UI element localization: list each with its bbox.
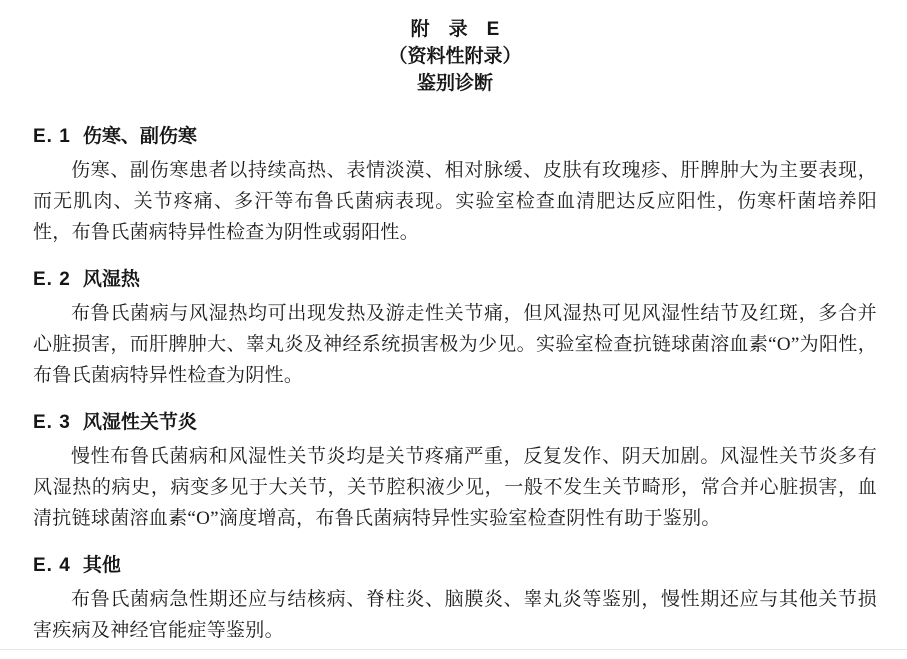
section-e1-paragraph: 伤寒、副伤寒患者以持续高热、表情淡漠、相对脉缓、皮肤有玫瑰疹、肝脾肿大为主要表现，而无肌肉、关节疼痛、多汗等布鲁氏菌病表现。实验室检查血清肥达反应阳性，伤寒杆菌培养阳性，布鲁氏菌病特异性检查为阴性或弱阳性。	[33, 160, 877, 243]
section-e1-title: 伤寒、副伤寒	[82, 126, 197, 147]
section-e3-title: 风湿性关节炎	[82, 412, 197, 433]
section-e3-paragraph: 慢性布鲁氏菌病和风湿性关节炎均是关节疼痛严重，反复发作、阴天加剧。风湿性关节炎多有风湿热的病史，病变多见于大关节，关节腔积液少见，一般不发生关节畸形，常合并心脏损害，血清抗链球菌溶血素“O”滴度增高，布鲁氏菌病特异性实验室检查阴性有助于鉴别。	[33, 446, 877, 529]
section-e2-heading	[33, 266, 877, 294]
section-e1-number: E. 1	[33, 126, 71, 147]
section-e4-heading	[33, 552, 877, 580]
section-e2-title: 风湿热	[82, 269, 140, 290]
section-e4-number: E. 4	[33, 555, 71, 576]
section-e1	[33, 123, 877, 248]
section-e2-paragraph: 布鲁氏菌病与风湿热均可出现发热及游走性关节痛，但风湿热可见风湿性结节及红斑，多合并心脏损害，而肝脾肿大、睾丸炎及神经系统损害极为少见。实验室检查抗链球菌溶血素“O”为阳性，布鲁氏菌病特异性检查为阴性。	[33, 303, 877, 386]
section-e3-heading	[33, 409, 877, 437]
section-e2-number: E. 2	[33, 269, 71, 290]
appendix-heading: 鉴别诊断	[416, 73, 493, 94]
appendix-title-block	[33, 16, 877, 97]
appendix-title: 附 录 E	[410, 19, 500, 40]
appendix-subtitle: （资料性附录）	[388, 46, 522, 67]
section-e4-paragraph: 布鲁氏菌病急性期还应与结核病、脊柱炎、脑膜炎、睾丸炎等鉴别，慢性期还应与其他关节损害疾病及神经官能症等鉴别。	[33, 589, 877, 641]
section-e3	[33, 409, 877, 534]
bottom-divider	[0, 649, 907, 650]
section-e4-title: 其他	[82, 555, 121, 576]
section-e4	[33, 552, 877, 646]
section-e1-heading	[33, 123, 877, 151]
section-e3-number: E. 3	[33, 412, 71, 433]
section-e2	[33, 266, 877, 391]
